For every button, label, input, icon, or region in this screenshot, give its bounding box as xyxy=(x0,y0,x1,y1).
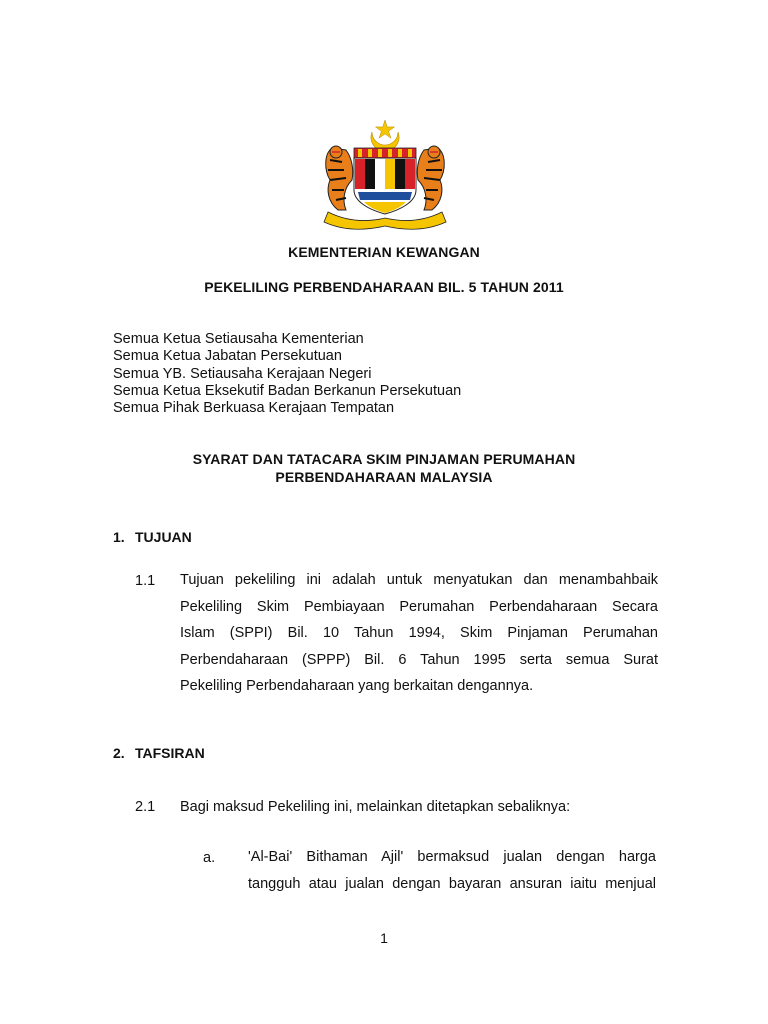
item-line: tangguh atau jualan dengan bayaran ansuran iaitu menjual xyxy=(248,876,656,892)
paragraph-line: Perbendaharaan (SPPP) Bil. 6 Tahun 1995 serta semua Surat xyxy=(180,651,658,668)
recipient-line: Semua Pihak Berkuasa Kerajaan Tempatan xyxy=(113,400,395,417)
subject-line: SYARAT DAN TATACARA SKIM PINJAMAN PERUMAHAN xyxy=(192,451,576,467)
paragraph-number: 1.1 xyxy=(135,573,156,589)
recipient-line: Semua YB. Setiausaha Kerajaan Negeri xyxy=(113,365,372,382)
recipient-line: Semua Ketua Eksekutif Badan Berkanun Persekutuan xyxy=(113,382,462,399)
section-number: 1. xyxy=(113,529,125,545)
section-title: TUJUAN xyxy=(135,529,192,545)
crest-icon xyxy=(318,118,452,232)
paragraph-line: Pekeliling Skim Pembiayaan Perumahan Perbendaharaan Secara xyxy=(180,598,658,615)
circular-title: PEKELILING PERBENDAHARAAN BIL. 5 TAHUN 2011 xyxy=(204,279,564,295)
item-label: a. xyxy=(203,850,216,866)
section-heading-tafsiran xyxy=(113,745,205,761)
paragraph-number: 2.1 xyxy=(135,799,156,815)
page-number: 1 xyxy=(380,930,388,946)
paragraph-line: Islam (SPPI) Bil. 10 Tahun 1994, Skim Pinjaman Perumahan xyxy=(180,625,658,641)
paragraph-line: Bagi maksud Pekeliling ini, melainkan ditetapkan sebaliknya: xyxy=(180,799,571,815)
subject-line: PERBENDAHARAAN MALAYSIA xyxy=(275,468,493,485)
recipient-list xyxy=(113,331,461,417)
recipient-line: Semua Ketua Jabatan Persekutuan xyxy=(113,348,342,365)
item-line: 'Al-Bai' Bithaman Ajil' bermaksud jualan dengan harga xyxy=(248,849,656,865)
paragraph-line: Pekeliling Perbendaharaan yang berkaitan dengannya. xyxy=(180,678,534,694)
ministry-heading: KEMENTERIAN KEWANGAN xyxy=(288,244,480,260)
definition-item-a xyxy=(248,844,656,898)
paragraph-2-1 xyxy=(180,799,658,816)
recipient-line: Semua Ketua Setiausaha Kementerian xyxy=(113,331,364,347)
paragraph-line: Tujuan pekeliling ini adalah untuk menyatukan dan menambahbaik xyxy=(180,572,658,588)
paragraph-1-1 xyxy=(180,567,658,700)
subject-heading xyxy=(0,451,768,486)
section-number: 2. xyxy=(113,745,125,761)
section-heading-tujuan xyxy=(113,529,192,545)
section-title: TAFSIRAN xyxy=(135,745,205,761)
coat-of-arms-of-malaysia xyxy=(318,118,452,232)
